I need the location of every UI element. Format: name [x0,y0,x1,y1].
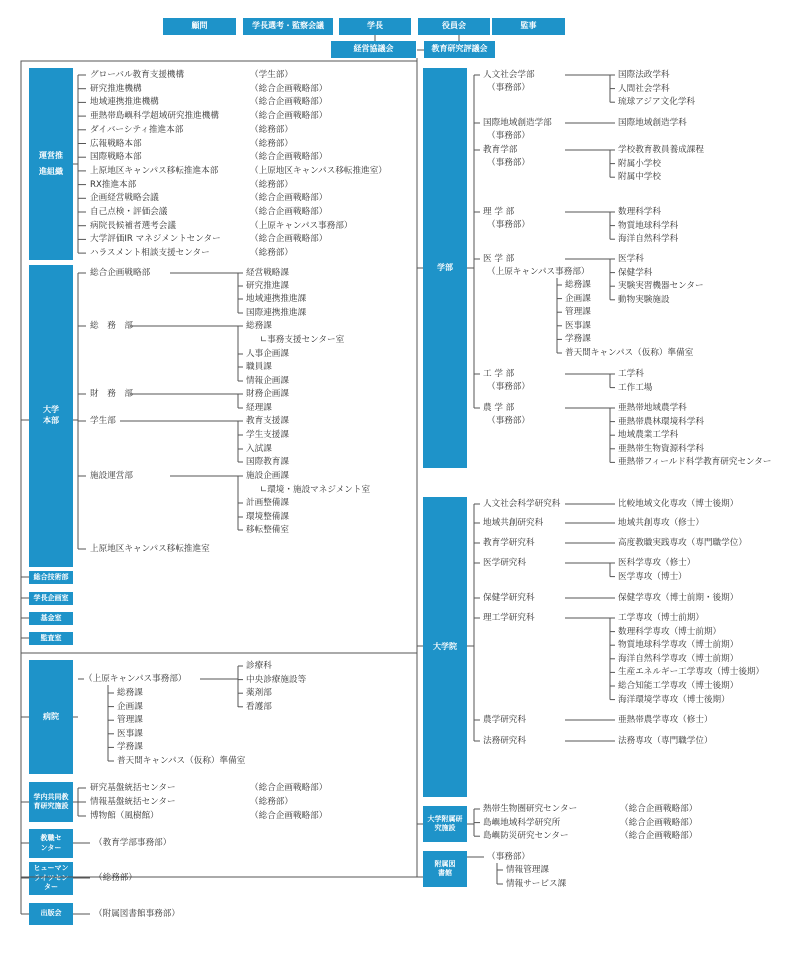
unei-item-office: （学生部） [250,70,293,80]
grad-name: 教育学研究科 [483,538,535,548]
hospital-box: 病院 [29,660,73,774]
faculty-sub: 実験実習機器センター [618,281,704,292]
hospital-right: 診療科 [246,661,272,671]
faculty-sub: 海洋自然科学科 [618,234,679,245]
faculty-sub: 保健学科 [618,267,653,278]
faculty-sub: 動物実験施設 [618,294,670,305]
faculty-sub: 工作工場 [618,382,653,393]
inst-item-office: （総合企画戦略部） [620,831,698,842]
grad-sub: 物質地球科学専攻（博士前期） [618,640,739,651]
honbu-sub: 情報企画課 [246,376,289,386]
unei-item: 国際戦略本部 [90,152,142,163]
inst-item: 熱帯生物圏研究センター [483,804,578,814]
faculty-office-sub: 学務課 [565,334,591,345]
faculty-name: 国際地域創造学部 [483,118,552,128]
faculty-sub: 地域農業工学科 [618,430,679,441]
inst-label: 大学附属研究施設 [427,814,463,832]
faculty-sub: 亜熱帯フィールド科学教育研究センター [618,457,772,468]
honbu-sub: 施設企画課 [246,471,289,481]
honbu-sub: 職員課 [246,362,272,372]
hospital-sub: 学務課 [117,742,143,753]
faculty-sub: 附属中学校 [618,172,661,183]
grad-box: 大学院 [423,497,467,797]
unei-item: 研究推進機構 [90,83,142,94]
honbu-dept: 施設運営部 [90,471,133,481]
unei-item: 病院長候補者選考会議 [90,220,176,231]
shared-item: 博物館（風樹館） [90,811,159,821]
presplan-box: 学長企画室 [29,592,73,605]
honbu-sub: 教育支援課 [246,416,289,426]
faculty-sub: 国際地域創造学科 [618,118,687,128]
faculty-office-sub: 総務課 [565,280,591,290]
honbu-sub: ∟事務支援センター室 [260,335,345,345]
faculty-sub: 医学科 [618,254,644,264]
inst-item-office: （総合企画戦略部） [620,804,698,814]
faculty-sub: 附属小学校 [618,158,661,169]
hospital-sub: 総務課 [117,688,143,698]
unei-item: 大学評価IR マネジメントセンター [90,234,221,245]
management-council-box: 経営協議会 [331,41,416,58]
grad-sub: 数理科学専攻（博士前期） [618,626,722,637]
teacher-label: 教職センター [40,834,62,852]
faculty-office-sub: 管理課 [565,307,591,318]
grad-name: 人文社会科学研究科 [483,499,561,509]
honbu-sub: 地域連携推進課 [246,294,307,304]
grad-name: 地域共創研究科 [483,518,544,528]
shared-item: 研究基盤統括センター [90,783,176,793]
grad-name: 理工学研究科 [483,613,535,623]
lib-label: 附属図書館 [434,859,456,877]
honbu-sub: 財務企画課 [246,389,289,399]
faculty-office-sub: 企画課 [565,293,591,304]
honbu-label: 大学本部 [43,405,59,425]
faculty-sub: 数理科学科 [618,207,661,217]
unei-label: 運営推進組織 [39,151,63,176]
hospital-sub: 管理課 [117,715,143,726]
honbu-dept: 学生部 [90,416,116,426]
lib-sub: 情報管理課 [506,865,549,875]
grad-name: 医学研究科 [483,558,526,568]
honbu-sub: 環境整備課 [246,512,289,522]
hospital-right: 中央診療施設等 [246,674,307,685]
honbu-sub: 国際連携推進課 [246,308,307,318]
grad-sub: 生産エネルギー工学専攻（博士後期） [618,667,765,678]
grad-sub: 保健学専攻（博士前期・後期） [618,593,739,603]
unei-item: ハラスメント相談支援センター [90,248,210,259]
unei-item: グローバル教育支援機構 [90,70,185,80]
faculty-office-sub: 医事課 [565,320,591,331]
inst-item: 島嶼防災研究センター [483,831,569,842]
hospital-right: 看護部 [246,701,272,712]
hospital-right: 薬剤部 [246,688,272,699]
honbu-sub: 研究推進課 [246,281,289,291]
hospital-sub: 医事課 [117,728,143,739]
grad-sub: 工学専攻（博士前期） [618,613,704,623]
grad-name: 保健学研究科 [483,593,535,603]
grad-name: 農学研究科 [483,715,526,725]
grad-sub: 医科学専攻（修士） [618,558,696,568]
education-council-box: 教育研究評議会 [424,41,495,58]
grad-sub: 医学専攻（博士） [618,571,687,582]
grad-sub: 地域共創専攻（修士） [618,518,704,528]
honbu-dept: 上原地区キャンパス移転推進室 [90,544,210,554]
grad-sub: 比較地域文化専攻（博士後期） [618,499,739,509]
audit-box: 監査室 [29,632,73,645]
faculty-sub: 学校教育教員養成課程 [618,145,704,155]
human-note: （総務部） [94,873,137,883]
press-note: （附属図書館事務部） [94,909,180,919]
frame-line [21,61,417,653]
faculty-sub: 国際法政学科 [618,70,670,80]
grad-sub: 亜熱帯農学専攻（修士） [618,715,713,725]
unei-item: 地域連携推進機構 [90,97,159,108]
honbu-sub: 総務課 [246,321,272,331]
grad-sub: 法務専攻（専門職学位） [618,736,713,746]
grad-sub: 総合知能工学専攻（博士後期） [618,681,739,691]
board-box: 役員会 [418,18,490,35]
honbu-dept: 財 務 部 [90,389,133,399]
shared-item-office: （総合企画戦略部） [250,783,328,793]
faculty-sub: 工学科 [618,369,644,379]
unei-item-office: （総合企画戦略部） [250,152,328,163]
honbu-dept: 総合企画戦略部 [90,268,151,278]
faculty-name: 医 学 部 [483,254,515,264]
unei-item: 企画経営戦略会議 [90,193,159,204]
honbu-sub: 学生支援課 [246,430,289,440]
honbu-sub: 経営戦略課 [246,268,289,278]
unei-item-office: （総合企画戦略部） [250,83,328,94]
faculty-name: 教育学部 [483,145,518,155]
faculty-office-sub: 普天間キャンパス（仮称）準備室 [565,348,694,358]
faculty-name: 工 学 部 [483,369,515,379]
honbu-sub: 経理課 [246,403,272,413]
human-label: ヒューマンライツセンター [33,864,69,892]
grad-sub: 高度教職実践専攻（専門職学位） [618,538,747,548]
faculty-sub: 琉球アジア文化学科 [618,97,696,108]
faculty-name: 理 学 部 [483,207,515,217]
faculty-name: 農 学 部 [483,403,515,413]
faculty-office: （事務部） [487,83,530,93]
unei-item-office: （上原地区キャンパス移転推進室） [250,165,387,176]
lib-sub: 情報サービス課 [506,879,567,889]
teacher-note: （教育学部事務部） [94,838,172,848]
faculty-sub: 亜熱帯地域農学科 [618,403,687,413]
honbu-sub: 入試課 [246,444,272,454]
unei-item: 広報戦略本部 [90,138,142,149]
president-box: 学長 [339,18,411,35]
unei-item-office: （総合企画戦略部） [250,193,328,204]
unei-item-office: （総務部） [250,248,293,259]
unei-item: 自己点検・評価会議 [90,207,168,217]
faculty-sub: 亜熱帯生物資源科学科 [618,443,704,454]
auditor-box: 監事 [492,18,565,35]
unei-item: RX推進本部 [90,179,137,190]
grad-name: 法務研究科 [483,736,526,746]
tech-box: 総合技術部 [29,571,73,584]
faculty-office: （事務部） [487,416,530,426]
honbu-sub: 国際教育課 [246,457,289,467]
hospital-office: （上原キャンパス事務部） [84,674,187,684]
faculty-office: （事務部） [487,220,530,230]
shared-label: 学内共同教育研究施設 [33,792,69,810]
unei-item: ダイバーシティ推進本部 [90,124,184,135]
hospital-sub: 企画課 [117,701,143,712]
shared-item-office: （総務部） [250,797,293,807]
unei-item-office: （上原キャンパス事務部） [250,220,353,231]
honbu-sub: 人事企画課 [246,349,289,359]
faculty-sub: 人間社会学科 [618,83,670,94]
grad-sub: 海洋自然科学専攻（博士前期） [618,653,739,664]
unei-item-office: （総合企画戦略部） [250,207,328,217]
inst-item-office: （総合企画戦略部） [620,817,698,828]
lib-office: （事務部） [487,852,530,862]
unei-item-office: （総合企画戦略部） [250,111,328,122]
honbu-dept: 総 務 部 [90,321,133,331]
faculty-office: （事務部） [487,158,530,168]
honbu-sub: 計画整備課 [246,498,289,508]
unei-item-office: （総務部） [250,124,293,135]
faculty-sub: 亜熱帯農林環境科学科 [618,416,704,427]
faculty-office: （事務部） [487,131,530,141]
unei-item: 上原地区キャンパス移転推進本部 [90,165,219,176]
honbu-sub: 移転整備室 [246,525,289,535]
shared-item-office: （総合企画戦略部） [250,811,328,821]
election-box: 学長選考・監察会議 [243,18,333,35]
unei-item-office: （総務部） [250,179,293,190]
unei-item: 亜熱帯島嶼科学超域研究推進機構 [90,111,219,122]
grad-sub: 海洋環境学専攻（博士後期） [618,694,730,705]
honbu-sub: ∟環境・施設マネジメント室 [260,485,371,495]
faculty-office: （上原キャンパス事務部） [487,267,590,277]
shared-item: 情報基盤統括センター [90,797,176,807]
unei-item-office: （総合企画戦略部） [250,234,328,245]
unei-item-office: （総務部） [250,138,293,149]
faculty-office: （事務部） [487,382,530,392]
hospital-sub: 普天間キャンパス（仮称）準備室 [117,756,246,766]
faculty-name: 人文社会学部 [483,70,535,80]
inst-item: 島嶼地域科学研究所 [483,817,561,828]
advisor-box: 顧問 [163,18,236,35]
gakubu-box: 学部 [423,68,467,468]
press-box: 出版会 [29,903,73,925]
fund-box: 基金室 [29,612,73,625]
unei-item-office: （総合企画戦略部） [250,97,328,108]
faculty-sub: 物質地球科学科 [618,220,679,231]
